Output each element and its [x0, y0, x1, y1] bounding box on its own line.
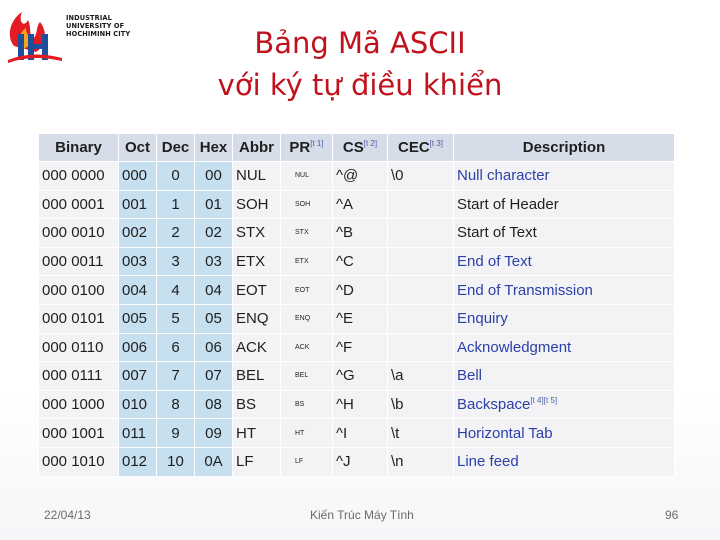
cell-hex: 06: [195, 333, 233, 362]
cell-binary: 000 1010: [39, 447, 119, 476]
cell-pr: BS: [281, 390, 333, 419]
cell-hex: 08: [195, 390, 233, 419]
cell-hex: 03: [195, 247, 233, 276]
footer-course-title: Kiến Trúc Máy Tính: [310, 508, 414, 522]
cell-abbr: LF: [233, 447, 281, 476]
cell-description[interactable]: [454, 390, 675, 419]
description-text[interactable]: Horizontal Tab: [457, 424, 553, 442]
ascii-table: [38, 133, 675, 477]
cell-cs: ^E: [333, 304, 388, 333]
header-cs: [333, 134, 388, 162]
cell-pr: LF: [281, 447, 333, 476]
cell-cec: \t: [388, 419, 454, 448]
cell-cec: [388, 219, 454, 248]
cell-dec: 10: [157, 447, 195, 476]
table-row: [39, 419, 675, 448]
description-text[interactable]: End of Transmission: [457, 281, 593, 299]
header-cs-ref[interactable]: [t 2]: [363, 139, 378, 148]
logo-text-line3: HOCHIMINH CITY: [66, 30, 131, 39]
cell-cec: \0: [388, 162, 454, 191]
cell-hex: 09: [195, 419, 233, 448]
cell-dec: 0: [157, 162, 195, 191]
cell-abbr: ACK: [233, 333, 281, 362]
university-logo: [4, 6, 134, 66]
cell-cs: ^G: [333, 362, 388, 391]
table-row: [39, 190, 675, 219]
cell-cec: \b: [388, 390, 454, 419]
cell-dec: 5: [157, 304, 195, 333]
cell-binary: 000 0100: [39, 276, 119, 305]
cell-binary: 000 0010: [39, 219, 119, 248]
cell-oct: 011: [119, 419, 157, 448]
cell-cs: ^F: [333, 333, 388, 362]
cell-description[interactable]: [454, 447, 675, 476]
title-line-1: Bảng Mã ASCII: [254, 26, 466, 60]
cell-abbr: NUL: [233, 162, 281, 191]
cell-pr: SOH: [281, 190, 333, 219]
header-cec-label: CEC: [397, 139, 430, 156]
cell-dec: 1: [157, 190, 195, 219]
cell-cs: ^I: [333, 419, 388, 448]
cell-abbr: ETX: [233, 247, 281, 276]
cell-dec: 6: [157, 333, 195, 362]
cell-abbr: ENQ: [233, 304, 281, 333]
header-hex: Hex: [195, 134, 233, 162]
cell-binary: 000 0001: [39, 190, 119, 219]
table-row: [39, 219, 675, 248]
cell-oct: 010: [119, 390, 157, 419]
title-line-2: với ký tự điều khiển: [217, 68, 503, 102]
cell-binary: 000 0111: [39, 362, 119, 391]
cell-binary: 000 0101: [39, 304, 119, 333]
description-text: Start of Header: [457, 195, 559, 213]
cell-pr: ENQ: [281, 304, 333, 333]
description-text[interactable]: Acknowledgment: [457, 338, 572, 356]
cell-oct: 002: [119, 219, 157, 248]
cell-dec: 7: [157, 362, 195, 391]
cell-oct: 005: [119, 304, 157, 333]
cell-oct: 007: [119, 362, 157, 391]
header-pr-ref[interactable]: [t 1]: [310, 139, 324, 148]
cell-pr: ETX: [281, 247, 333, 276]
header-cec: [388, 134, 454, 162]
slide-title: [160, 22, 560, 106]
table-row: [39, 390, 675, 419]
footer-date: 22/04/13: [44, 508, 91, 522]
cell-oct: 001: [119, 190, 157, 219]
cell-oct: 000: [119, 162, 157, 191]
cell-abbr: EOT: [233, 276, 281, 305]
cell-pr: STX: [281, 219, 333, 248]
cell-description[interactable]: [454, 247, 675, 276]
cell-cec: \a: [388, 362, 454, 391]
cell-pr: EOT: [281, 276, 333, 305]
cell-oct: 006: [119, 333, 157, 362]
cell-description[interactable]: [454, 362, 675, 391]
cell-description: [454, 190, 675, 219]
cell-abbr: HT: [233, 419, 281, 448]
cell-oct: 012: [119, 447, 157, 476]
header-cs-label: CS: [342, 139, 364, 156]
header-dec: Dec: [157, 134, 195, 162]
cell-hex: 04: [195, 276, 233, 305]
cell-abbr: BEL: [233, 362, 281, 391]
cell-oct: 003: [119, 247, 157, 276]
cell-description[interactable]: [454, 276, 675, 305]
cell-pr: BEL: [281, 362, 333, 391]
cell-pr: NUL: [281, 162, 333, 191]
header-abbr: Abbr: [233, 134, 281, 162]
description-ref[interactable]: [t 4][t 5]: [530, 396, 558, 406]
table-header-row: [39, 134, 675, 162]
cell-dec: 3: [157, 247, 195, 276]
cell-binary: 000 0110: [39, 333, 119, 362]
description-text[interactable]: End of Text: [457, 253, 532, 271]
description-text[interactable]: Enquiry: [457, 310, 508, 328]
cell-abbr: BS: [233, 390, 281, 419]
cell-binary: 000 1000: [39, 390, 119, 419]
cell-pr: HT: [281, 419, 333, 448]
cell-cec: \n: [388, 447, 454, 476]
cell-description[interactable]: [454, 304, 675, 333]
description-text[interactable]: Null character: [457, 167, 550, 185]
header-description: Description: [454, 134, 675, 162]
cell-cec: [388, 190, 454, 219]
table-row: [39, 162, 675, 191]
cell-description[interactable]: [454, 419, 675, 448]
cell-cs: ^H: [333, 390, 388, 419]
description-text[interactable]: Backspace: [457, 396, 531, 414]
cell-binary: 000 0000: [39, 162, 119, 191]
cell-cs: ^A: [333, 190, 388, 219]
cell-binary: 000 0011: [39, 247, 119, 276]
cell-oct: 004: [119, 276, 157, 305]
cell-hex: 0A: [195, 447, 233, 476]
cell-binary: 000 1001: [39, 419, 119, 448]
cell-cec: [388, 304, 454, 333]
cell-dec: 9: [157, 419, 195, 448]
table-row: [39, 447, 675, 476]
header-oct: Oct: [119, 134, 157, 162]
cell-hex: 05: [195, 304, 233, 333]
cell-abbr: STX: [233, 219, 281, 248]
logo-text-line2: UNIVERSITY OF: [66, 22, 125, 31]
logo-text-line1: INDUSTRIAL: [66, 14, 112, 22]
cell-hex: 01: [195, 190, 233, 219]
iuh-logo-icon: [4, 6, 66, 66]
cell-cs: ^C: [333, 247, 388, 276]
cell-description: [454, 219, 675, 248]
description-text[interactable]: Bell: [457, 367, 483, 385]
cell-dec: 4: [157, 276, 195, 305]
header-cec-ref[interactable]: [t 3]: [429, 139, 443, 148]
header-binary: Binary: [39, 134, 119, 162]
cell-dec: 2: [157, 219, 195, 248]
cell-cec: [388, 247, 454, 276]
cell-abbr: SOH: [233, 190, 281, 219]
header-pr-label: PR: [289, 139, 311, 156]
description-text[interactable]: Line feed: [457, 453, 519, 471]
cell-cs: ^B: [333, 219, 388, 248]
cell-cs: ^@: [333, 162, 388, 191]
cell-cec: [388, 276, 454, 305]
cell-cs: ^J: [333, 447, 388, 476]
table-body: [39, 162, 675, 477]
cell-hex: 00: [195, 162, 233, 191]
header-pr: [281, 134, 333, 162]
cell-description[interactable]: [454, 333, 675, 362]
description-text: Start of Text: [457, 224, 537, 242]
footer-page-number: 96: [665, 508, 679, 522]
table-row: [39, 247, 675, 276]
cell-pr: ACK: [281, 333, 333, 362]
table-row: [39, 304, 675, 333]
table-row: [39, 276, 675, 305]
table-row: [39, 362, 675, 391]
table-row: [39, 333, 675, 362]
cell-hex: 02: [195, 219, 233, 248]
cell-dec: 8: [157, 390, 195, 419]
cell-cs: ^D: [333, 276, 388, 305]
cell-description[interactable]: [454, 162, 675, 191]
cell-hex: 07: [195, 362, 233, 391]
cell-cec: [388, 333, 454, 362]
